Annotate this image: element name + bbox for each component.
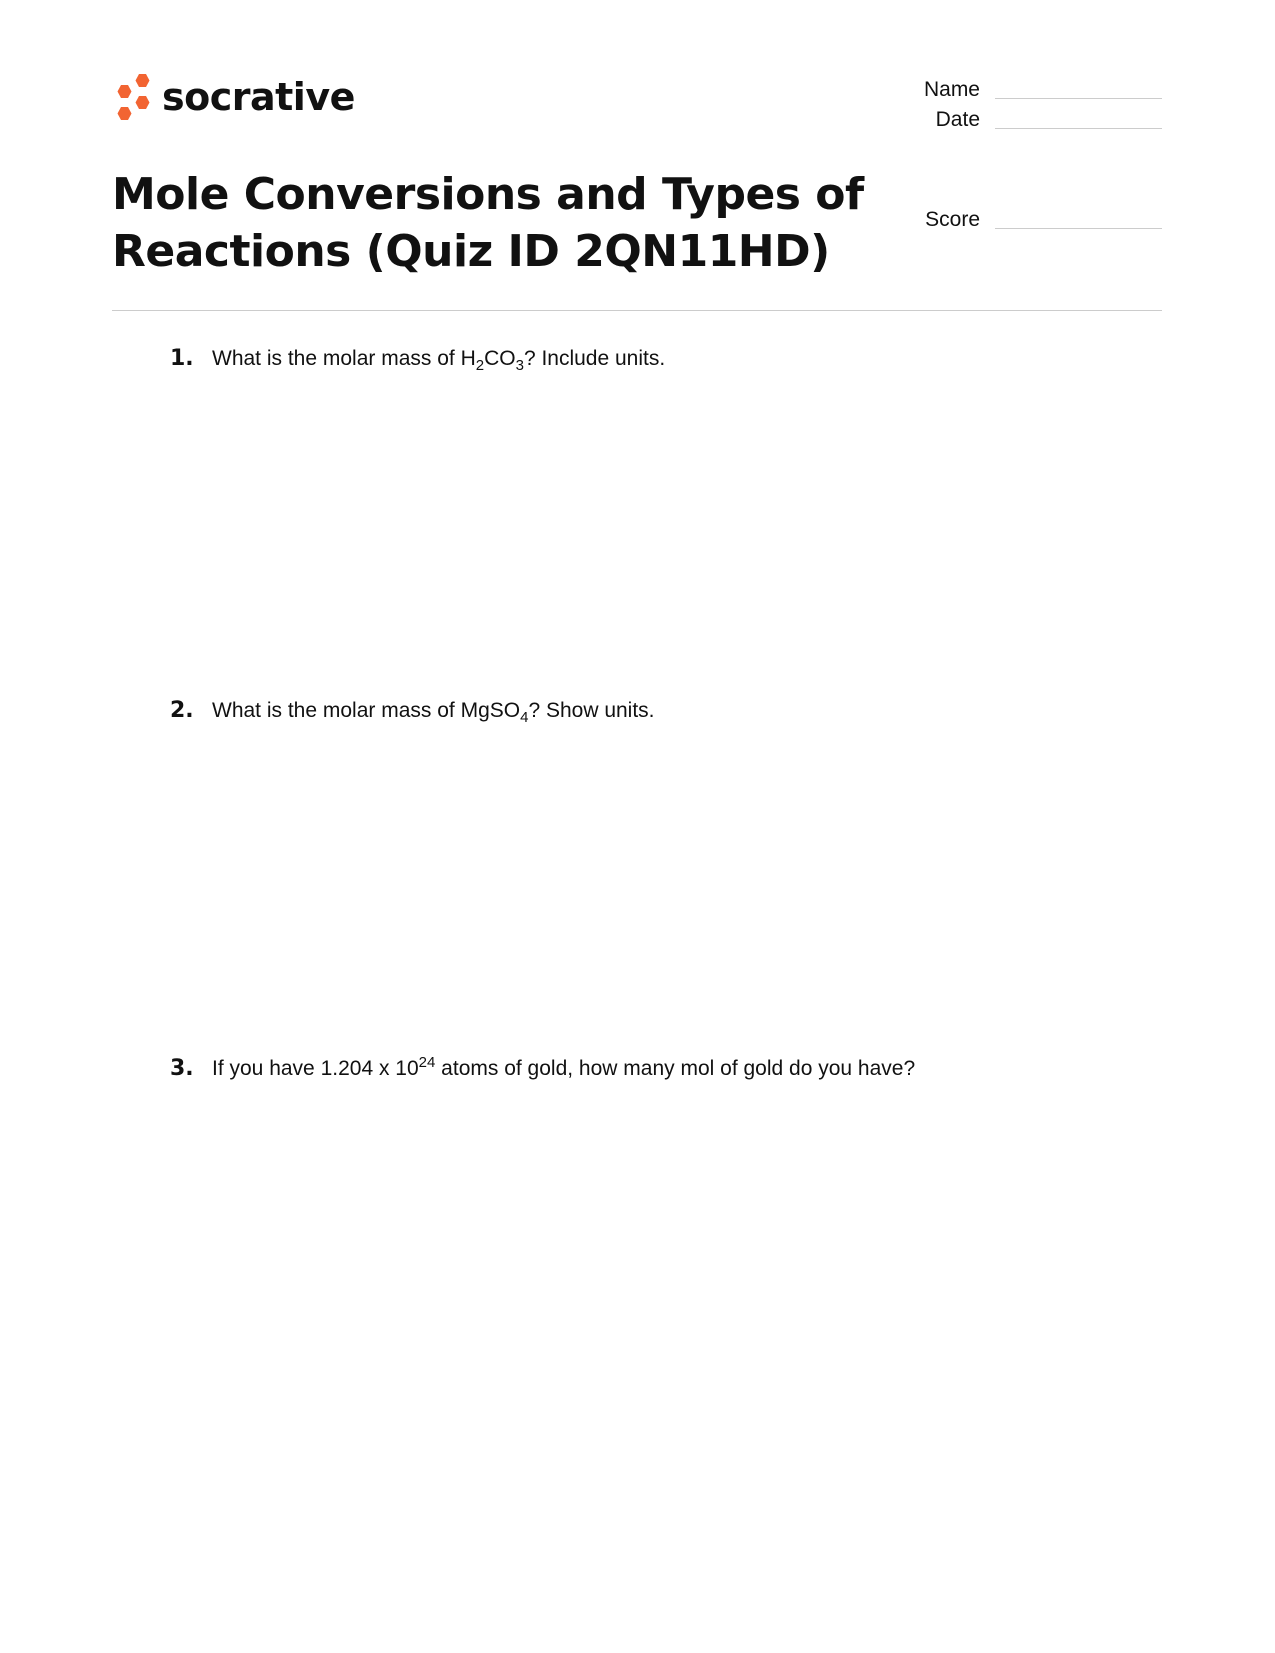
question-number: 3. bbox=[170, 1056, 194, 1081]
name-line[interactable] bbox=[995, 97, 1162, 99]
date-label: Date bbox=[935, 108, 980, 131]
hexagon-logo-icon bbox=[112, 72, 152, 122]
question-text: What is the molar mass of $H_2CO_3$? Include units. bbox=[212, 347, 666, 375]
question-number: 2. bbox=[170, 698, 194, 723]
question-3 bbox=[170, 1054, 915, 1081]
question-text: If you have 1.204 x $10^{24}$ atoms of gold, how many mol of gold do you have? bbox=[212, 1054, 916, 1080]
date-line[interactable] bbox=[995, 127, 1162, 129]
question-2 bbox=[170, 698, 655, 726]
header-divider bbox=[112, 310, 1162, 311]
score-field[interactable] bbox=[860, 208, 1162, 232]
date-field[interactable] bbox=[860, 108, 1162, 132]
page-title: Mole Conversions and Types of Reactions (Quiz ID 2QN11HD) bbox=[112, 169, 864, 277]
question-number: 1. bbox=[170, 346, 194, 371]
question-1 bbox=[170, 346, 665, 374]
score-label: Score bbox=[925, 208, 980, 231]
question-text: What is the molar mass of MgSO$_4$? Show units. bbox=[212, 699, 655, 727]
name-label: Name bbox=[923, 78, 980, 101]
socrative-logo bbox=[112, 72, 355, 122]
name-field[interactable] bbox=[860, 78, 1162, 102]
logo-wordmark: socrative bbox=[162, 75, 355, 119]
score-line[interactable] bbox=[995, 227, 1162, 229]
